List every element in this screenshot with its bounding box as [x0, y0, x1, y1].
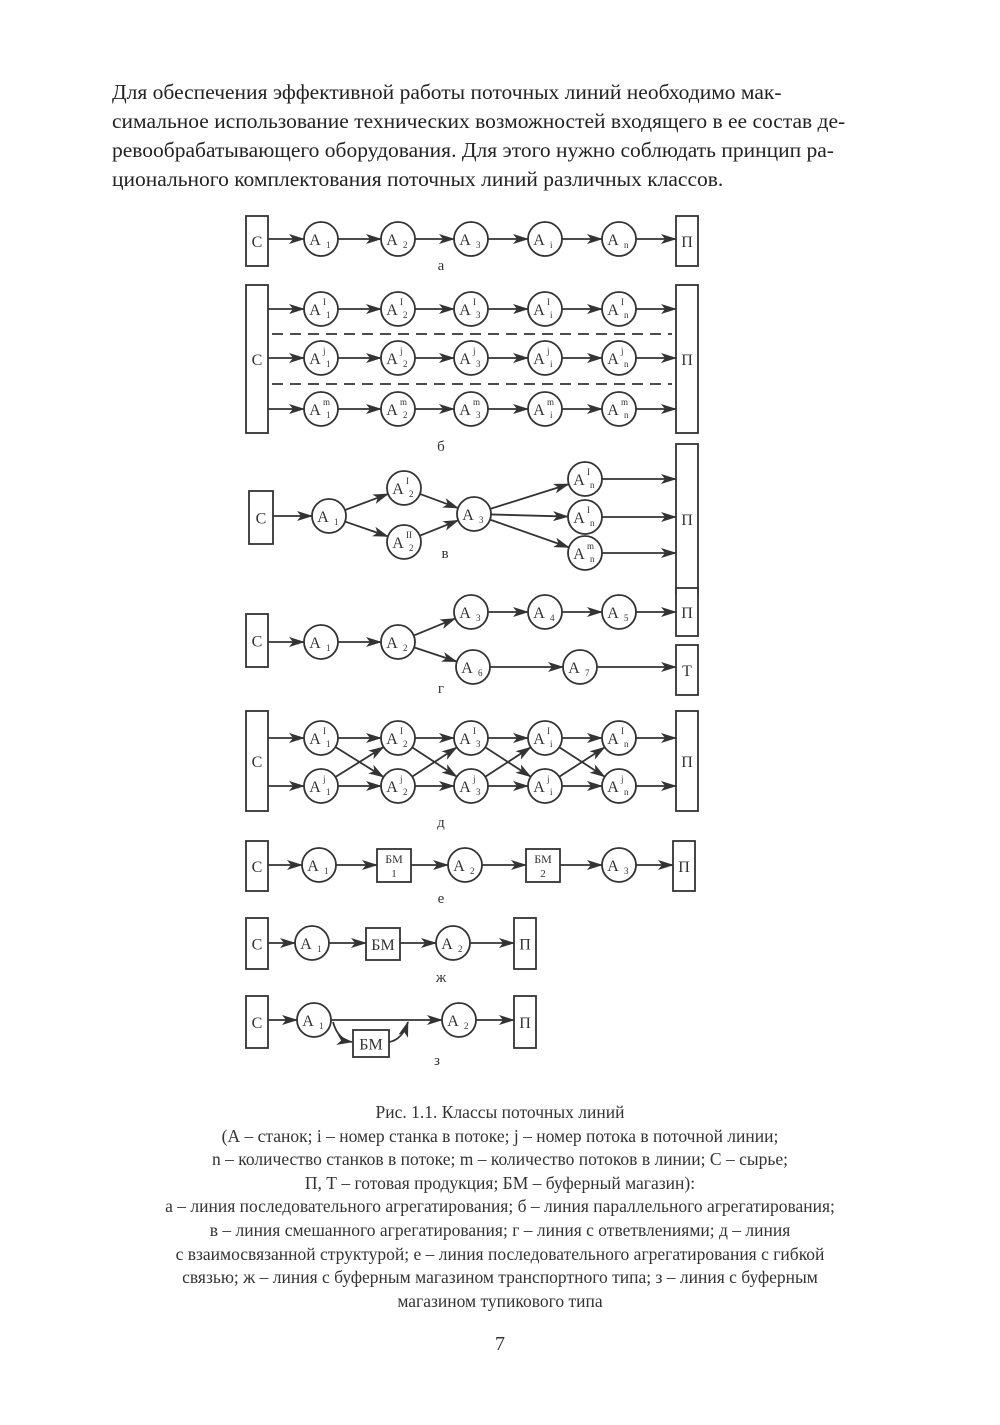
- d-top-machine-5-stream: I: [621, 726, 624, 736]
- b-machine-r1-4-label: A: [533, 302, 545, 319]
- v-machine-n-2-stream: I: [587, 505, 590, 515]
- v-machine-n-1-label: A: [573, 472, 585, 489]
- d-top-machine-4-stream: I: [547, 726, 550, 736]
- v-machine-1-label: A: [317, 509, 329, 526]
- g-machine-2-index: 2: [403, 643, 408, 653]
- label-g: г: [437, 681, 445, 697]
- b-machine-r2-3-index: 3: [476, 359, 481, 369]
- label-zh: ж: [435, 970, 447, 986]
- v-machine-2-I-stream: I: [406, 476, 409, 486]
- g-top-machine-3-index: 5: [624, 613, 629, 623]
- flow-arrow: [414, 618, 456, 635]
- b-machine-r1-4-stream: I: [547, 297, 550, 307]
- b-machine-r2-5-label: A: [607, 351, 619, 368]
- d-top-machine-3-label: A: [459, 731, 471, 748]
- d-top-machine-1-stream: I: [323, 726, 326, 736]
- b-machine-r2-1-index: 1: [326, 359, 331, 369]
- d-top-machine-4-index: i: [550, 739, 553, 749]
- b-machine-r3-1-stream: m: [323, 397, 331, 407]
- d-top-machine-1-index: 1: [326, 739, 331, 749]
- b-machine-r1-2-label: A: [386, 302, 398, 319]
- v-machine-n-2-index: n: [590, 518, 595, 528]
- b-machine-r2-4-index: i: [550, 359, 553, 369]
- caption-line-6: в – линия смешанного агрегатирования; г – линия с ответвлениями; д – линия: [209, 1219, 791, 1240]
- b-machine-r1-3-label: A: [459, 302, 471, 319]
- d-top-machine-3-stream: I: [473, 726, 476, 736]
- g-bottom-machine-2-label: A: [568, 660, 580, 677]
- d-bottom-machine-4-stream: j: [547, 774, 550, 784]
- d-bottom-machine-2-stream: j: [400, 774, 403, 784]
- b-machine-r2-1-stream: j: [323, 346, 326, 356]
- v-machine-n-3-index: n: [590, 554, 595, 564]
- g-top-machine-1-index: 3: [476, 613, 481, 623]
- intro-line-4: ционального комплектования поточных линий различных классов.: [112, 167, 724, 191]
- a-source-box-label: С: [251, 234, 263, 251]
- d-top-machine-1-label: A: [309, 731, 321, 748]
- e-buffer-1-label: БМ: [385, 852, 403, 866]
- g-bottom-machine-1-index: 6: [478, 668, 483, 678]
- flow-arrow: [490, 484, 569, 509]
- a-machine-1-label: A: [309, 232, 321, 249]
- d-top-machine-3-index: 3: [476, 739, 481, 749]
- b-machine-r3-1-index: 1: [326, 410, 331, 420]
- caption-line-9: магазином тупикового типа: [397, 1290, 603, 1311]
- v-machine-3-index: 3: [479, 515, 484, 525]
- a-machine-1-index: 1: [326, 240, 331, 250]
- intro-line-3: ревообрабатывающего оборудования. Для этого нужно соблюдать принцип ра-: [112, 138, 834, 162]
- label-v: в: [441, 546, 449, 562]
- v-machine-1-index: 1: [334, 517, 339, 527]
- b-machine-r3-5-stream: m: [621, 397, 629, 407]
- caption-line-7: с взаимосвязанной структурой; е – линия последовательного агрегатирования с гибкой: [175, 1243, 825, 1264]
- b-machine-r3-5-label: A: [607, 402, 619, 419]
- g-machine-1-label: A: [309, 635, 321, 652]
- e-buffer-1-num: 1: [391, 868, 397, 880]
- v-machine-n-3-stream: m: [587, 541, 595, 551]
- z-machine-1-label: A: [302, 1013, 314, 1030]
- g-bottom-machine-1-label: A: [461, 660, 473, 677]
- g-top-machine-2-index: 4: [550, 613, 555, 623]
- v-machine-2-II-label: A: [392, 535, 404, 552]
- z-machine-1-index: 1: [319, 1021, 324, 1031]
- b-machine-r3-3-stream: m: [473, 397, 481, 407]
- e-machine-2-label: A: [453, 858, 465, 875]
- d-bottom-machine-5-label: A: [607, 779, 619, 796]
- v-machine-2-II-index: 2: [409, 543, 414, 553]
- v-source-box-label: С: [255, 510, 267, 528]
- b-machine-r3-2-stream: m: [400, 397, 408, 407]
- b-machine-r1-3-index: 3: [476, 310, 481, 320]
- b-machine-r3-4-stream: m: [547, 397, 555, 407]
- zh-machine-1-index: 1: [317, 944, 322, 954]
- g-bottom-machine-2-index: 7: [585, 668, 590, 678]
- e-product-box-label: П: [678, 859, 690, 876]
- zh-machine-2-index: 2: [458, 944, 463, 954]
- d-top-machine-2-stream: I: [400, 726, 403, 736]
- g-product-box-label: П: [681, 605, 693, 622]
- v-machine-n-1-stream: I: [587, 467, 590, 477]
- b-machine-r1-2-index: 2: [403, 310, 408, 320]
- v-machine-n-2-label: A: [573, 510, 585, 527]
- z-machine-2-index: 2: [464, 1021, 469, 1031]
- d-bottom-machine-5-stream: j: [621, 774, 624, 784]
- z-machine-2-label: A: [447, 1013, 459, 1030]
- b-machine-r1-4-index: i: [550, 310, 553, 320]
- d-bottom-machine-4-label: A: [533, 779, 545, 796]
- b-machine-r2-3-label: A: [459, 351, 471, 368]
- g-machine-1-index: 1: [326, 643, 331, 653]
- b-machine-r2-5-stream: j: [621, 346, 624, 356]
- v-product-box-label: П: [681, 512, 693, 529]
- d-top-machine-2-index: 2: [403, 739, 408, 749]
- caption-line-5: а – линия последовательного агрегатирования; б – линия параллельного агрегатирования;: [165, 1196, 835, 1217]
- zh-machine-2-label: A: [441, 936, 453, 953]
- e-source-box-label: С: [251, 859, 263, 876]
- e-machine-1-index: 1: [324, 866, 329, 876]
- z-buffer-out-arrow: [389, 1022, 408, 1042]
- b-machine-r3-1-label: A: [309, 402, 321, 419]
- b-machine-r2-2-index: 2: [403, 359, 408, 369]
- d-top-machine-2-label: A: [386, 731, 398, 748]
- b-machine-r2-4-label: A: [533, 351, 545, 368]
- caption-line-4: П, Т – готовая продукция; БМ – буферный магазин):: [304, 1172, 696, 1193]
- z-buffer-box-label: БМ: [359, 1036, 383, 1054]
- d-top-machine-5-index: n: [624, 739, 629, 749]
- b-machine-r2-4-stream: j: [547, 346, 550, 356]
- flow-arrow: [414, 647, 457, 661]
- b-machine-r2-2-label: A: [386, 351, 398, 368]
- v-machine-n-1-index: n: [590, 480, 595, 490]
- e-machine-3-label: A: [607, 858, 619, 875]
- e-buffer-2-num: 2: [540, 868, 546, 880]
- flow-arrow: [491, 514, 568, 516]
- a-machine-2-index: 2: [403, 240, 408, 250]
- a-machine-3-label: A: [459, 232, 471, 249]
- b-machine-r3-2-label: A: [386, 402, 398, 419]
- v-machine-2-I-label: A: [392, 481, 404, 498]
- b-machine-r1-5-stream: I: [621, 297, 624, 307]
- g-top-machine-1-label: A: [459, 605, 471, 622]
- page-number: 7: [495, 1333, 505, 1355]
- flow-arrow: [420, 494, 458, 508]
- v-machine-2-II-stream: II: [406, 530, 412, 540]
- a-machine-4-index: i: [550, 240, 553, 250]
- b-machine-r3-3-index: 3: [476, 410, 481, 420]
- b-source-box-label: С: [251, 352, 263, 369]
- label-d: д: [437, 815, 445, 831]
- d-bottom-machine-1-index: 1: [326, 787, 331, 797]
- g-source-box-label: С: [251, 633, 263, 651]
- d-top-machine-4-label: A: [533, 731, 545, 748]
- z-source-box-label: С: [251, 1015, 263, 1032]
- g-machine-2-label: A: [386, 635, 398, 652]
- e-machine-3-index: 3: [624, 866, 629, 876]
- b-machine-r1-2-stream: I: [400, 297, 403, 307]
- a-machine-5-index: n: [624, 240, 629, 250]
- b-machine-r1-1-index: 1: [326, 310, 331, 320]
- v-machine-2-I-index: 2: [409, 489, 414, 499]
- g-top-machine-3-label: A: [607, 605, 619, 622]
- b-machine-r1-1-stream: I: [323, 297, 326, 307]
- intro-line-1: Для обеспечения эффективной работы поточных линий необходимо мак-: [112, 80, 782, 104]
- z-buffer-in-arrow: [333, 1022, 352, 1042]
- g-product-t-box-label: Т: [682, 663, 692, 680]
- flow-arrow: [345, 494, 388, 510]
- d-product-box-label: П: [681, 754, 693, 771]
- b-machine-r1-5-label: A: [607, 302, 619, 319]
- caption-line-2: (А – станок; i – номер станка в потоке; j – номер потока в поточной линии;: [221, 1125, 779, 1146]
- z-product-box-label: П: [519, 1015, 531, 1032]
- d-bottom-machine-2-label: A: [386, 779, 398, 796]
- d-bottom-machine-3-stream: j: [473, 774, 476, 784]
- zh-buffer-box-label: БМ: [371, 937, 395, 954]
- b-product-box-label: П: [681, 352, 693, 369]
- d-bottom-machine-1-stream: j: [323, 774, 326, 784]
- v-machine-3-label: A: [462, 507, 474, 524]
- flow-arrow: [345, 522, 388, 537]
- figure-caption: [40, 1101, 960, 1313]
- b-machine-r2-1-label: A: [309, 351, 321, 368]
- zh-source-box-label: С: [251, 936, 263, 954]
- b-machine-r1-5-index: n: [624, 310, 629, 320]
- d-bottom-machine-4-index: i: [550, 787, 553, 797]
- zh-product-box-label: П: [519, 936, 531, 954]
- d-bottom-machine-5-index: n: [624, 787, 629, 797]
- b-machine-r3-4-label: A: [533, 402, 545, 419]
- a-machine-5-label: A: [607, 232, 619, 249]
- intro-line-2: симальное использование технических возможностей входящего в ее состав де-: [112, 109, 846, 133]
- g-top-machine-2-label: A: [533, 605, 545, 622]
- d-bottom-machine-1-label: A: [309, 779, 321, 796]
- b-machine-r2-5-index: n: [624, 359, 629, 369]
- caption-line-3: n – количество станков в потоке; m – количество потоков в линии; С – сырье;: [212, 1149, 788, 1170]
- label-a: а: [437, 258, 445, 274]
- d-top-machine-5-label: A: [607, 731, 619, 748]
- a-product-box-label: П: [681, 234, 693, 251]
- b-machine-r3-2-index: 2: [403, 410, 408, 420]
- b-machine-r2-3-stream: j: [473, 346, 476, 356]
- b-machine-r2-2-stream: j: [400, 346, 403, 356]
- d-bottom-machine-3-label: A: [459, 779, 471, 796]
- flow-arrow: [490, 520, 569, 548]
- label-e: е: [437, 891, 445, 907]
- a-machine-3-index: 3: [476, 240, 481, 250]
- caption-line-8: связью; ж – линия с буферным магазином транспортного типа; з – линия с буферным: [182, 1267, 818, 1288]
- d-source-box-label: С: [251, 754, 263, 771]
- e-buffer-2-label: БМ: [534, 852, 552, 866]
- e-machine-2-index: 2: [470, 866, 475, 876]
- b-machine-r1-1-label: A: [309, 302, 321, 319]
- b-machine-r3-3-label: A: [459, 402, 471, 419]
- b-machine-r3-5-index: n: [624, 410, 629, 420]
- flow-arrow: [420, 520, 458, 535]
- zh-machine-1-label: A: [300, 936, 312, 953]
- d-bottom-machine-2-index: 2: [403, 787, 408, 797]
- caption-title: Рис. 1.1. Классы поточных линий: [375, 1102, 625, 1122]
- label-b: б: [437, 439, 445, 455]
- v-machine-n-3-label: A: [573, 546, 585, 563]
- label-z: з: [434, 1053, 440, 1069]
- a-machine-2-label: A: [386, 232, 398, 249]
- a-machine-4-label: A: [533, 232, 545, 249]
- d-bottom-machine-3-index: 3: [476, 787, 481, 797]
- b-machine-r3-4-index: i: [550, 410, 553, 420]
- e-machine-1-label: A: [307, 858, 319, 875]
- b-machine-r1-3-stream: I: [473, 297, 476, 307]
